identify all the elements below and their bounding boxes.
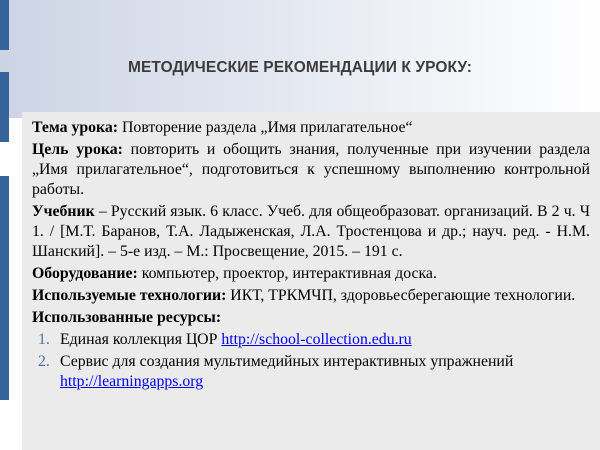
accent-stripe-middle bbox=[0, 72, 9, 142]
equipment-paragraph bbox=[32, 264, 590, 284]
technologies-label: Используемые технологии: bbox=[32, 287, 227, 304]
goal-text: повторить и обощить знания, полученные при изучении раздела „Имя прилагательное“, подготовиться к успешному выполнению контрольной работы. bbox=[32, 141, 591, 198]
resources-heading-paragraph bbox=[32, 308, 590, 328]
technologies-paragraph bbox=[32, 286, 590, 306]
goal-paragraph bbox=[32, 140, 590, 200]
list-item-number: 1. bbox=[38, 331, 50, 348]
school-collection-link[interactable]: http://school-collection.edu.ru bbox=[221, 331, 412, 348]
list-item-text: Единая коллекция ЦОР bbox=[60, 331, 222, 348]
list-item bbox=[32, 352, 590, 392]
goal-label: Цель урока: bbox=[32, 141, 123, 158]
page-title: МЕТОДИЧЕСКИЕ РЕКОМЕНДАЦИИ К УРОКУ: bbox=[127, 59, 473, 76]
technologies-text: ИКТ, ТРКМЧП, здоровьесберегающие технологии. bbox=[226, 287, 576, 304]
content-body bbox=[32, 118, 590, 394]
equipment-text: компьютер, проектор, интерактивная доска. bbox=[137, 265, 437, 282]
topic-paragraph bbox=[32, 118, 590, 138]
topic-label: Тема урока: bbox=[32, 119, 119, 136]
resources-list bbox=[32, 330, 590, 392]
accent-stripe-bottom bbox=[0, 176, 9, 400]
list-item-number: 2. bbox=[38, 353, 50, 370]
textbook-label: Учебник bbox=[32, 203, 95, 220]
equipment-label: Оборудование: bbox=[32, 265, 138, 282]
topic-text: Повторение раздела „Имя прилагательное“ bbox=[118, 119, 413, 136]
textbook-text: – Русский язык. 6 класс. Учеб. для общеобразоват. организаций. В 2 ч. Ч 1. / [М.Т. Баранов, Т.А. Ладыженская, Л.А. Тростенцова и др.; науч. ред. - Н.М. Шанский]. – 5-е изд. – М.: Просвещение, 2015. – 191 с. bbox=[32, 203, 590, 260]
resources-label: Использованные ресурсы: bbox=[32, 309, 222, 326]
accent-stripe-top bbox=[0, 0, 9, 50]
learningapps-link[interactable]: http://learningapps.org bbox=[60, 373, 204, 390]
list-item-text: Сервис для создания мультимедийных интерактивных упражнений bbox=[60, 353, 514, 370]
textbook-paragraph bbox=[32, 202, 590, 262]
list-item bbox=[32, 330, 590, 350]
